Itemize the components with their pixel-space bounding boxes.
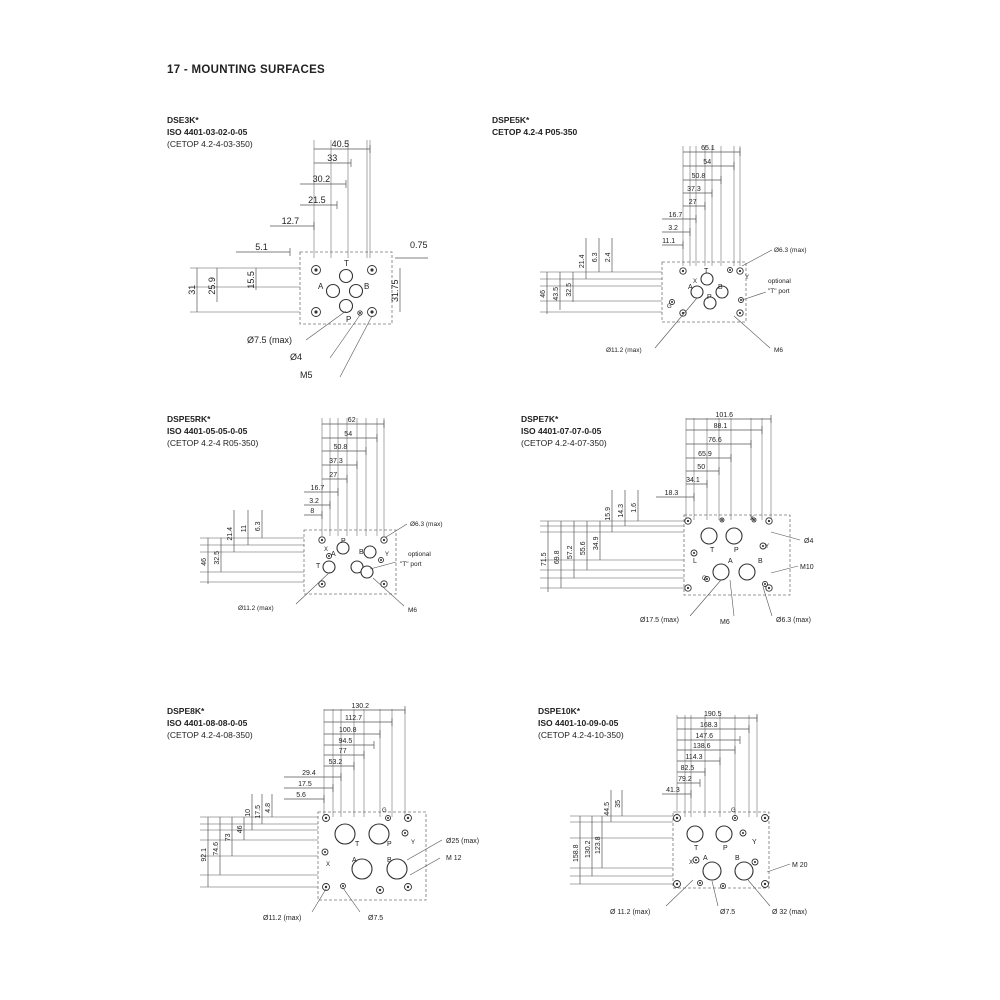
dimension-label: 79.2 xyxy=(678,776,692,783)
port-label-y: Y xyxy=(385,552,390,558)
port-hole xyxy=(691,286,703,298)
port-hole xyxy=(340,270,353,283)
hole-center xyxy=(407,817,409,819)
leader-line xyxy=(771,566,798,573)
port-hole xyxy=(323,561,335,573)
dimension-label: 168.3 xyxy=(700,722,718,729)
port-hole xyxy=(361,566,373,578)
hole-center xyxy=(383,539,385,541)
port-hole xyxy=(716,826,732,842)
port-label-t: T xyxy=(344,259,349,268)
hole-center xyxy=(404,832,406,834)
hole-center xyxy=(764,583,766,585)
dimension-label: 31.75 xyxy=(390,279,400,302)
port-label-x: X xyxy=(693,279,698,285)
port-label-y: Y xyxy=(745,275,750,281)
dimension-label: 54 xyxy=(344,431,353,438)
port-hole xyxy=(327,285,340,298)
hole-center xyxy=(682,270,684,272)
dimension-label: 92.1 xyxy=(201,847,208,862)
dimension-label: 40.5 xyxy=(331,139,350,149)
dimension-label: 5.6 xyxy=(296,792,306,799)
dimension-label: 50 xyxy=(697,464,706,471)
port-hole xyxy=(739,564,755,580)
port-label-b: B xyxy=(387,857,392,864)
dimension-label: 33 xyxy=(327,153,338,163)
port-label-a: A xyxy=(318,282,324,291)
port-label-t: T xyxy=(694,845,699,852)
port-label-p: P xyxy=(341,538,346,545)
dimension-label: 15.5 xyxy=(246,271,256,289)
leader-line xyxy=(742,250,772,266)
hole-center xyxy=(325,886,327,888)
callout-label: Ø4 xyxy=(290,352,303,362)
leader-line xyxy=(373,578,404,606)
port-label-p: P xyxy=(734,547,739,554)
leader-line xyxy=(763,587,772,616)
port-label-b: B xyxy=(735,855,740,862)
dimension-label: 12.7 xyxy=(281,216,300,226)
callout-label: Ø25 (max) xyxy=(446,838,480,845)
dimension-label: 21.4 xyxy=(579,254,586,269)
standard-code: ISO 4401-03-02-0-05 xyxy=(167,127,248,137)
hole-center xyxy=(693,552,695,554)
dimension-label: 11.1 xyxy=(662,238,676,245)
callout-label: M6 xyxy=(774,347,784,354)
hole-center xyxy=(754,861,756,863)
dimension-label: 73 xyxy=(225,833,232,842)
leader-line xyxy=(767,864,790,872)
dimension-label: 114.3 xyxy=(685,754,703,761)
dimension-label: 25.9 xyxy=(207,277,217,295)
dimension-label: 4.8 xyxy=(265,802,272,813)
hole-center xyxy=(387,817,389,819)
cetop-code: (CETOP 4.2-4-07-350) xyxy=(521,438,607,448)
leader-line xyxy=(330,315,360,358)
port-hole xyxy=(687,826,703,842)
cetop-code: (CETOP 4.2-4-10-350) xyxy=(538,730,624,740)
hole-center xyxy=(721,519,723,521)
leader-line xyxy=(306,311,346,340)
dimension-label: 30.2 xyxy=(312,174,331,184)
hole-center xyxy=(314,310,317,313)
cetop-code: (CETOP 4.2-4 R05-350) xyxy=(167,438,259,448)
port-hole xyxy=(701,528,717,544)
port-hole xyxy=(713,564,729,580)
hole-center xyxy=(695,859,697,861)
plate-outline xyxy=(684,515,790,595)
dimension-label: 54 xyxy=(703,159,712,166)
dimension-label: 1.6 xyxy=(631,502,638,513)
dimension-label: 15.9 xyxy=(605,506,612,521)
callout-label: Ø7.5 xyxy=(368,915,384,922)
leader-line xyxy=(312,889,326,912)
hole-center xyxy=(370,310,373,313)
port-label-b: B xyxy=(718,284,723,291)
dimension-label: 14.3 xyxy=(618,503,625,518)
dimension-label: 123.8 xyxy=(595,836,602,854)
dimension-label: 8 xyxy=(310,508,315,515)
callout-label: M 12 xyxy=(446,855,462,862)
dimension-label: 3.2 xyxy=(309,498,319,505)
dimension-label: 16.7 xyxy=(668,212,683,219)
dimension-label: 130.2 xyxy=(585,840,592,858)
dimension-label: 32.5 xyxy=(566,282,573,297)
dimension-label: 29.4 xyxy=(302,770,316,777)
hole-center xyxy=(762,545,764,547)
port-label-x: X xyxy=(750,516,755,522)
port-label-x: X xyxy=(326,862,331,868)
leader-line xyxy=(386,524,407,537)
port-label-y: Y xyxy=(752,839,757,846)
hole-center xyxy=(722,885,724,887)
port-label-y: Y xyxy=(765,544,770,550)
callout-label: Ø6.3 (max) xyxy=(776,617,812,624)
hole-center xyxy=(380,559,382,561)
dimension-label: 44.5 xyxy=(604,801,611,816)
hole-center xyxy=(676,817,678,819)
dimension-label: 35 xyxy=(615,800,622,808)
hole-center xyxy=(742,832,744,834)
port-label-a: A xyxy=(352,857,357,864)
port-hole xyxy=(726,528,742,544)
leader-line xyxy=(712,881,718,906)
port-label-p: P xyxy=(707,294,712,301)
standard-code: CETOP 4.2-4 P05-350 xyxy=(492,127,578,137)
hole-center xyxy=(370,268,373,271)
hole-center xyxy=(739,270,741,272)
dimension-label: 21.4 xyxy=(227,526,234,541)
leader-line xyxy=(690,580,721,616)
callout-label: Ø7.5 (max) xyxy=(247,335,293,345)
cetop-code: (CETOP 4.2-4-08-350) xyxy=(167,730,253,740)
hole-center xyxy=(768,520,770,522)
leader-line xyxy=(730,580,734,616)
page-title: 17 - MOUNTING SURFACES xyxy=(167,64,326,76)
dimension-label: 6.3 xyxy=(255,521,262,532)
hole-center xyxy=(687,520,689,522)
callout-label: M10 xyxy=(800,564,814,571)
port-hole xyxy=(335,824,355,844)
hole-center xyxy=(729,269,731,271)
port-label-b: B xyxy=(359,549,364,556)
callout-label: M 20 xyxy=(792,862,808,869)
port-label-p: P xyxy=(346,315,352,324)
dimension-label: 62 xyxy=(347,417,356,424)
leader-line xyxy=(370,562,396,569)
port-label-g: G xyxy=(667,304,672,310)
hole-center xyxy=(314,268,317,271)
model-name: DSPE8K* xyxy=(167,706,205,716)
dimension-label: 53.2 xyxy=(328,759,343,766)
callout-label: M6 xyxy=(720,619,730,626)
dimension-label: 74.6 xyxy=(213,841,220,856)
hole-center xyxy=(687,587,689,589)
dimension-label: 46 xyxy=(237,825,244,834)
hole-center xyxy=(764,817,766,819)
dimension-label: 21.5 xyxy=(308,195,326,205)
callout-label: Ø 32 (max) xyxy=(772,909,808,916)
port-label-a: A xyxy=(703,855,708,862)
hole-center xyxy=(359,312,361,314)
dimension-label: 6.3 xyxy=(592,252,599,263)
dimension-label: 71.5 xyxy=(541,552,548,567)
callout-label: Ø6.3 (max) xyxy=(774,247,807,254)
dimension-label: 158.8 xyxy=(573,844,580,862)
hole-center xyxy=(768,587,770,589)
dimension-label: 43.5 xyxy=(553,286,560,301)
hole-center xyxy=(407,886,409,888)
dimension-label: 50.8 xyxy=(333,444,348,451)
callout-label: "T" port xyxy=(400,561,422,568)
port-hole xyxy=(735,862,753,880)
leader-line xyxy=(340,316,372,377)
cetop-code: (CETOP 4.2-4-03-350) xyxy=(167,139,253,149)
dimension-label: 100.8 xyxy=(339,727,357,734)
dimension-label: 57.2 xyxy=(567,545,574,560)
hole-center xyxy=(321,583,323,585)
model-name: DSE3K* xyxy=(167,115,199,125)
dimension-label: 50.8 xyxy=(691,173,706,180)
callout-label: Ø6.3 (max) xyxy=(410,521,443,528)
callout-label: Ø11.2 (max) xyxy=(263,915,302,922)
callout-label: optional xyxy=(408,551,431,558)
port-label-a: A xyxy=(728,558,733,565)
standard-code: ISO 4401-10-09-0-05 xyxy=(538,718,619,728)
model-name: DSPE7K* xyxy=(521,414,559,424)
callout-label: optional xyxy=(768,278,791,285)
leader-line xyxy=(771,532,800,540)
dimension-label: 31 xyxy=(187,284,197,295)
hole-center xyxy=(699,882,701,884)
model-name: DSPE10K* xyxy=(538,706,581,716)
dimension-label: 34.9 xyxy=(593,536,600,551)
port-label-l: L xyxy=(693,558,697,565)
hole-center xyxy=(383,583,385,585)
hole-center xyxy=(671,301,673,303)
dimension-label: 17.5 xyxy=(298,781,312,788)
dimension-label: 2.4 xyxy=(605,252,612,263)
hole-center xyxy=(328,555,330,557)
plate-outline xyxy=(673,812,769,888)
leader-line xyxy=(734,316,770,348)
dimension-label: 46 xyxy=(201,558,208,566)
dimension-label: 17.5 xyxy=(255,804,262,819)
standard-code: ISO 4401-08-08-0-05 xyxy=(167,718,248,728)
dimension-label: 138.6 xyxy=(693,743,711,750)
callout-label: Ø 11.2 (max) xyxy=(610,909,651,916)
dimension-label: 34.1 xyxy=(686,477,700,484)
dimension-label: 32.5 xyxy=(214,550,221,565)
dimension-label: 37.3 xyxy=(687,186,701,193)
dimension-label: 27 xyxy=(329,472,338,479)
port-label-g: G xyxy=(382,808,387,814)
hole-center xyxy=(342,885,344,887)
model-name: DSPE5RK* xyxy=(167,414,211,424)
hole-center xyxy=(740,299,742,301)
hole-center xyxy=(734,817,736,819)
dimension-label: 77 xyxy=(338,748,347,755)
callout-label: "T" port xyxy=(768,288,790,295)
hole-center xyxy=(324,851,326,853)
dimension-label: 65.9 xyxy=(698,451,712,458)
dimension-label: 190.5 xyxy=(704,711,722,718)
dimension-label: 101.6 xyxy=(715,412,734,419)
hole-center xyxy=(325,817,327,819)
hole-center xyxy=(676,883,678,885)
dimension-label: 37.3 xyxy=(329,458,343,465)
dimension-label: 5.1 xyxy=(255,242,268,252)
port-label-t: T xyxy=(316,563,321,570)
port-label-g: G xyxy=(702,576,707,582)
port-hole xyxy=(703,862,721,880)
port-label-b: B xyxy=(758,558,763,565)
port-label-g: G xyxy=(731,808,736,814)
hole-center xyxy=(764,883,766,885)
dimension-label: 10 xyxy=(245,809,252,817)
dimension-label: 65.1 xyxy=(701,145,715,152)
dimension-label: 3.2 xyxy=(668,225,678,232)
hole-center xyxy=(379,889,381,891)
callout-label: M6 xyxy=(408,607,418,614)
dimension-label: 11 xyxy=(241,525,248,533)
dimension-label: 46 xyxy=(540,290,547,298)
standard-code: ISO 4401-05-05-0-05 xyxy=(167,426,248,436)
port-label-t: T xyxy=(704,268,709,275)
dimension-label: 18.3 xyxy=(664,490,679,497)
dimension-label: 88.1 xyxy=(713,423,728,430)
dimension-label: 41.3 xyxy=(666,787,680,794)
standard-code: ISO 4401-07-07-0-05 xyxy=(521,426,602,436)
dimension-label: 76.6 xyxy=(708,437,722,444)
hole-center xyxy=(321,539,323,541)
port-label-b: B xyxy=(364,282,370,291)
leader-line xyxy=(296,572,330,604)
port-label-t: T xyxy=(710,547,715,554)
dimension-label: 94.5 xyxy=(338,738,353,745)
port-label-x: X xyxy=(324,547,329,553)
callout-label: Ø4 xyxy=(804,538,814,545)
port-label-p: P xyxy=(723,845,728,852)
callout-label: Ø11.2 (max) xyxy=(238,605,274,612)
port-label-t: T xyxy=(355,841,360,848)
callout-label: Ø17.5 (max) xyxy=(640,617,679,624)
callout-label: M5 xyxy=(300,370,313,380)
port-label-y: Y xyxy=(411,840,416,846)
dimension-label: 0.75 xyxy=(410,240,428,250)
port-hole xyxy=(364,546,376,558)
dimension-label: 69.8 xyxy=(554,550,561,565)
dimension-label: 130.2 xyxy=(351,703,370,710)
callout-label: Ø11.2 (max) xyxy=(606,347,642,354)
dimension-label: 147.6 xyxy=(695,733,714,740)
model-name: DSPE5K* xyxy=(492,115,530,125)
dimension-label: 112.7 xyxy=(345,715,362,722)
hole-center xyxy=(739,312,741,314)
dimension-label: 27 xyxy=(688,199,697,206)
port-hole xyxy=(369,824,389,844)
callout-label: Ø7.5 xyxy=(720,909,736,916)
leader-line xyxy=(655,298,697,348)
port-label-x: X xyxy=(689,860,694,866)
dimension-label: 55.6 xyxy=(580,541,587,556)
leader-line xyxy=(410,858,440,875)
dimension-label: 16.7 xyxy=(310,485,325,492)
port-label-a: A xyxy=(688,284,693,291)
port-hole xyxy=(350,285,363,298)
dimension-label: 82.5 xyxy=(680,765,695,772)
port-hole xyxy=(340,300,353,313)
port-label-a: A xyxy=(331,551,336,558)
port-label-p: P xyxy=(387,841,392,848)
